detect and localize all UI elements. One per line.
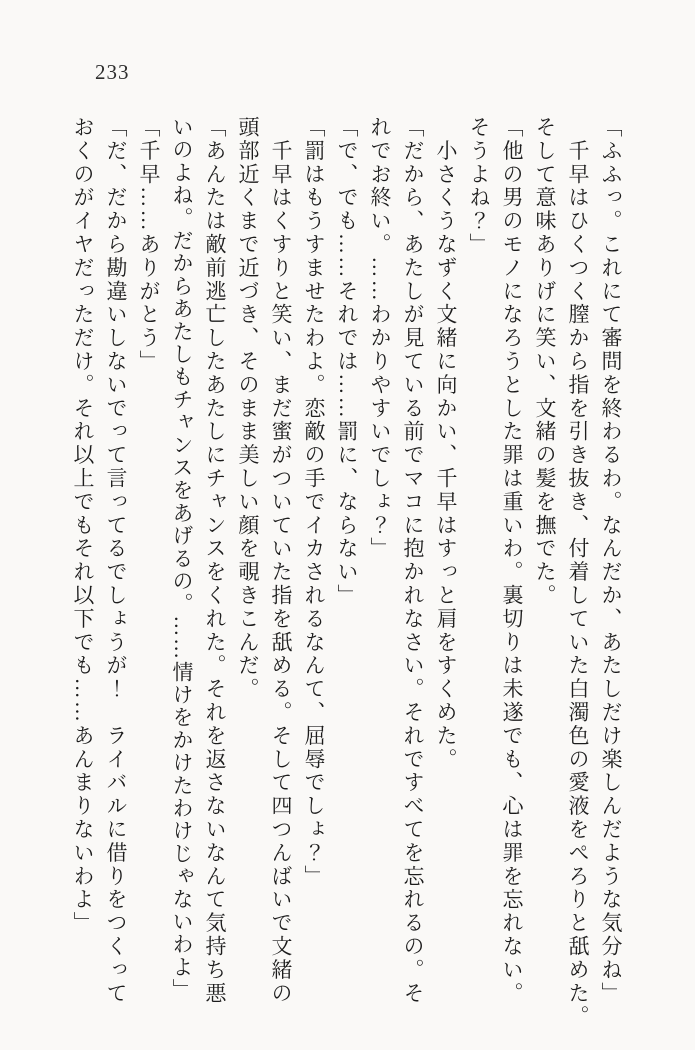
- text-column: 「ふふっ。これにて審問を終わるわ。なんだか、あたしだけ楽しんだような気分ね」: [599, 116, 623, 1006]
- text-column: れでお終い。……わかりやすいでしょ？」: [368, 116, 392, 561]
- text-area: [66, 116, 627, 1029]
- text-column: おくのがイヤだっただけ。それ以上でもそれ以下でも……あんまりないわよ」: [71, 116, 95, 935]
- text-column: 「だ、だから勘違いしないでって言ってるでしょうが！ ライバルに借りをつくって: [104, 116, 128, 1006]
- text-column: そして意味ありげに笑い、文緒の髪を撫でた。: [533, 116, 557, 608]
- page-number: 233: [95, 60, 130, 84]
- text-column: 「で、でも……それでは……罰に、ならない」: [335, 116, 359, 608]
- text-column: 頭部近くまで近づき、そのまま美しい顔を覗きこんだ。: [236, 116, 260, 701]
- text-column: 「千早……ありがとう」: [137, 116, 161, 374]
- text-column: いのよね。だからあたしもチャンスをあげるの。……情けをかけたわけじゃないわよ」: [170, 116, 194, 1002]
- text-column: 「他の男のモノになろうとした罪は重いわ。裏切りは未遂でも、心は罪を忘れない。: [500, 116, 524, 1006]
- text-column: 「あんたは敵前逃亡したあたしにチャンスをくれた。それを返さないなんて気持ち悪: [203, 116, 227, 1006]
- text-column: そうよね？」: [467, 116, 491, 257]
- text-column: 千早はひくつく膣から指を引き抜き、付着していた白濁色の愛液をぺろりと舐めた。: [566, 116, 590, 1029]
- text-column: 「だから、あたしが見ている前でマコに抱かれなさい。それですべてを忘れるの。そ: [401, 116, 425, 1006]
- text-column: 千早はくすりと笑い、まだ蜜がついていた指を舐める。そして四つんばいで文緒の: [269, 116, 293, 1006]
- text-column: 小さくうなずく文緒に向かい、千早はすっと肩をすくめた。: [434, 116, 458, 772]
- text-column: 「罰はもうすませたわよ。恋敵の手でイカされるなんて、屈辱でしょ？」: [302, 116, 326, 889]
